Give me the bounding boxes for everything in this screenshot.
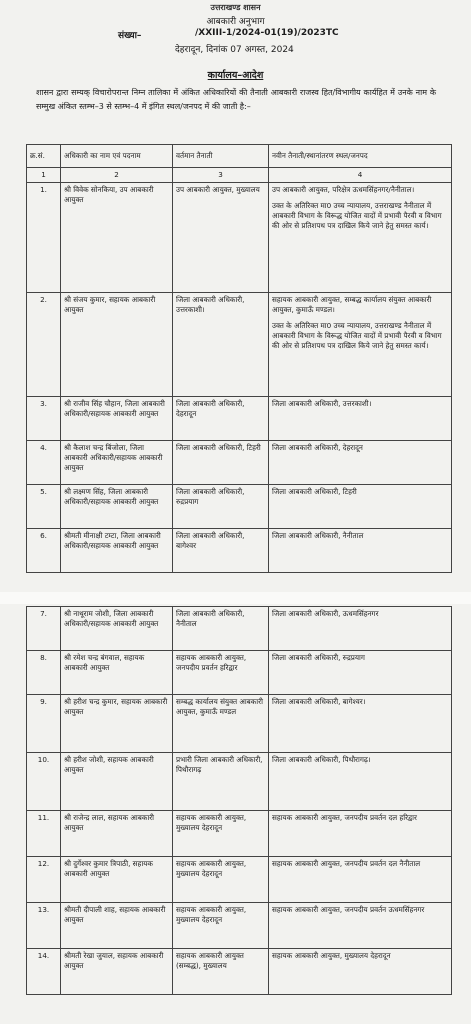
new-posting-text: उप आबकारी आयुक्त, परिक्षेत्र ऊधमसिंहनगर/नैनीताल।: [272, 185, 415, 194]
col-header-current: वर्तमान तैनाती: [173, 145, 269, 168]
cell-new-posting: [269, 183, 452, 293]
new-posting-text: जिला आबकारी अधिकारी, रुद्रप्रयाग: [272, 653, 365, 662]
col-header-name: अधिकारी का नाम एवं पदनाम: [61, 145, 173, 168]
transfer-table-part2: [26, 606, 452, 995]
table-row: [27, 397, 452, 441]
new-posting-text: जिला आबकारी अधिकारी, नैनीताल: [272, 531, 364, 540]
cell-current-posting: जिला आबकारी अधिकारी, देहरादून: [173, 397, 269, 441]
cell-current-posting: जिला आबकारी अधिकारी, नैनीताल: [173, 607, 269, 651]
cell-new-posting: [269, 293, 452, 397]
new-posting-text: सहायक आबकारी आयुक्त, सम्बद्ध कार्यालय संयुक्त आबकारी आयुक्त, कुमाऊँ मण्डल।: [272, 295, 432, 314]
cell-officer-name: श्री कैलाश चन्द्र बिंजोला, जिला आबकारी अधिकारी/सहायक आबकारी आयुक्त: [61, 441, 173, 485]
table-row: [27, 293, 452, 397]
column-number-row: 1 2 3 4: [27, 168, 452, 183]
table-row: [27, 651, 452, 695]
cell-serial: 5.: [27, 485, 61, 529]
table-header-row: [27, 145, 452, 168]
govt-header: उत्तराखण्ड शासन: [210, 3, 261, 12]
cell-officer-name: श्री राजीव सिंह चौहान, जिला आबकारी अधिकारी/सहायक आबकारी आयुक्त: [61, 397, 173, 441]
cell-new-posting: [269, 949, 452, 995]
cell-current-posting: सहायक आबकारी आयुक्त, मुख्यालय देहरादून: [173, 811, 269, 857]
cell-current-posting: जिला आबकारी अधिकारी, रुद्रप्रयाग: [173, 485, 269, 529]
cell-officer-name: श्री राजेन्द्र लाल, सहायक आबकारी आयुक्त: [61, 811, 173, 857]
new-posting-text: जिला आबकारी अधिकारी, पिथौरागढ़।: [272, 755, 371, 764]
table-row: [27, 183, 452, 293]
cell-serial: 7.: [27, 607, 61, 651]
table-row: [27, 441, 452, 485]
cell-new-posting: [269, 397, 452, 441]
table-row: [27, 607, 452, 651]
new-posting-text: सहायक आबकारी आयुक्त, जनपदीय प्रवर्तन ऊधमसिंहनगर: [272, 905, 425, 914]
table-row: [27, 695, 452, 753]
cell-new-posting: [269, 753, 452, 811]
cell-serial: 2.: [27, 293, 61, 397]
cell-officer-name: श्री रमेश चन्द्र बंगवाल, सहायक आबकारी आयुक्त: [61, 651, 173, 695]
transfer-table-part1: [26, 144, 452, 573]
new-posting-text: सहायक आबकारी आयुक्त, जनपदीय प्रवर्तन दल नैनीताल: [272, 859, 421, 868]
cell-serial: 12.: [27, 857, 61, 903]
cell-current-posting: सहायक आबकारी आयुक्त, मुख्यालय देहरादून: [173, 903, 269, 949]
cell-new-posting: [269, 651, 452, 695]
new-posting-text: जिला आबकारी अधिकारी, ऊधमसिंहनगर: [272, 609, 379, 618]
cell-current-posting: जिला आबकारी अधिकारी, टिहरी: [173, 441, 269, 485]
new-posting-text: जिला आबकारी अधिकारी, बागेश्वर।: [272, 697, 366, 706]
cell-current-posting: सहायक आबकारी आयुक्त, मुख्यालय देहरादून: [173, 857, 269, 903]
new-posting-text: सहायक आबकारी आयुक्त, मुख्यालय देहरादून: [272, 951, 391, 960]
page-break: [0, 592, 471, 604]
cell-officer-name: श्री हरीश चन्द्र कुमार, सहायक आबकारी आयुक्त: [61, 695, 173, 753]
intro-paragraph: शासन द्वारा सम्यक् विचारोपरान्त निम्न तालिका में अंकित अधिकारियों की तैनाती आबकारी राजस्व हित/विभागीय कार्यहित में उनके नाम के सम्मुख अंकित स्तम्भ–3 से स्तम्भ–4 में इंगित स्थल/जनपद में की जाती है:–: [36, 88, 436, 111]
table-row: [27, 949, 452, 995]
cell-serial: 8.: [27, 651, 61, 695]
cell-serial: 13.: [27, 903, 61, 949]
table-row: [27, 811, 452, 857]
cell-new-posting: [269, 811, 452, 857]
section-name: आबकारी अनुभाग: [206, 17, 265, 27]
table-row: [27, 753, 452, 811]
place-date: देहरादून, दिनांक 07 अगस्त, 2024: [175, 45, 294, 55]
cell-current-posting: जिला आबकारी अधिकारी, उत्तरकाशी।: [173, 293, 269, 397]
cell-officer-name: श्री संजय कुमार, सहायक आबकारी आयुक्त: [61, 293, 173, 397]
cell-serial: 6.: [27, 529, 61, 573]
cell-officer-name: श्री नाथूराम जोशी, जिला आबकारी अधिकारी/सहायक आबकारी आयुक्त: [61, 607, 173, 651]
new-posting-text: सहायक आबकारी आयुक्त, जनपदीय प्रवर्तन दल हरिद्वार: [272, 813, 417, 822]
cell-new-posting: [269, 529, 452, 573]
cell-officer-name: श्री विवेक सोनकिया, उप आबकारी आयुक्त: [61, 183, 173, 293]
cell-current-posting: प्रभारी जिला आबकारी अधिकारी, पिथौरागढ़: [173, 753, 269, 811]
col-header-new: नवीन तैनाती/स्थानांतरण स्थल/जनपद: [269, 145, 452, 168]
cell-current-posting: सम्बद्ध कार्यालय संयुक्त आबकारी आयुक्त, कुमाऊँ मण्डल: [173, 695, 269, 753]
cell-serial: 1.: [27, 183, 61, 293]
cell-new-posting: [269, 441, 452, 485]
new-posting-text: उक्त के अतिरिक्त मा0 उच्च न्यायालय, उत्तराखण्ड नैनीताल में आबकारी विभाग के विरूद्ध योजित वादों में प्रभावी पैरवी व विभाग की ओर से प्रतिशपथ पत्र दाखिल किये जाने हेतु समस्त कार्य।: [272, 201, 442, 230]
cell-new-posting: [269, 695, 452, 753]
new-posting-text: जिला आबकारी अधिकारी, टिहरी: [272, 487, 357, 496]
cell-new-posting: [269, 903, 452, 949]
cell-current-posting: उप आबकारी आयुक्त, मुख्यालय: [173, 183, 269, 293]
cell-new-posting: [269, 857, 452, 903]
order-title: कार्यालय–आदेश: [207, 70, 264, 81]
new-posting-text: जिला आबकारी अधिकारी, देहरादून: [272, 443, 363, 452]
new-posting-text: उक्त के अतिरिक्त मा0 उच्च न्यायालय, उत्तराखण्ड नैनीताल में आबकारी विभाग के विरूद्ध योजित वादों में प्रभावी पैरवी व विभाग की ओर से प्रतिशपथ पत्र दाखिल किये जाने हेतु समस्त कार्य।: [272, 321, 442, 350]
col-header-serial: क्र.सं.: [27, 145, 61, 168]
table-row: [27, 903, 452, 949]
cell-officer-name: श्रीमती दीपाली शाह, सहायक आबकारी आयुक्त: [61, 903, 173, 949]
cell-serial: 10.: [27, 753, 61, 811]
cell-officer-name: श्रीमती मीनाक्षी टम्टा, जिला आबकारी अधिकारी/सहायक आबकारी आयुक्त: [61, 529, 173, 573]
table-row: [27, 485, 452, 529]
cell-serial: 11.: [27, 811, 61, 857]
cell-serial: 14.: [27, 949, 61, 995]
cell-officer-name: श्री दुर्गेश्वर कुमार त्रिपाठी, सहायक आबकारी आयुक्त: [61, 857, 173, 903]
cell-serial: 4.: [27, 441, 61, 485]
cell-officer-name: श्री हरीश जोशी, सहायक आबकारी आयुक्त: [61, 753, 173, 811]
cell-current-posting: सहायक आबकारी आयुक्त, जनपदीय प्रवर्तन हरिद्वार: [173, 651, 269, 695]
new-posting-text: जिला आबकारी अधिकारी, उत्तरकाशी।: [272, 399, 372, 408]
reference-number: संख्या– /XXIII-1/2024-01(19)/2023TC: [118, 28, 339, 41]
cell-new-posting: [269, 607, 452, 651]
cell-current-posting: जिला आबकारी अधिकारी, बागेश्वर: [173, 529, 269, 573]
cell-current-posting: सहायक आबकारी आयुक्त (सम्बद्ध), मुख्यालय: [173, 949, 269, 995]
table-row: [27, 857, 452, 903]
table-row: [27, 529, 452, 573]
cell-serial: 9.: [27, 695, 61, 753]
cell-serial: 3.: [27, 397, 61, 441]
cell-officer-name: श्रीमती रेखा जुयाल, सहायक आबकारी आयुक्त: [61, 949, 173, 995]
cell-officer-name: श्री लक्ष्मण सिंह, जिला आबकारी अधिकारी/सहायक आबकारी आयुक्त: [61, 485, 173, 529]
cell-new-posting: [269, 485, 452, 529]
